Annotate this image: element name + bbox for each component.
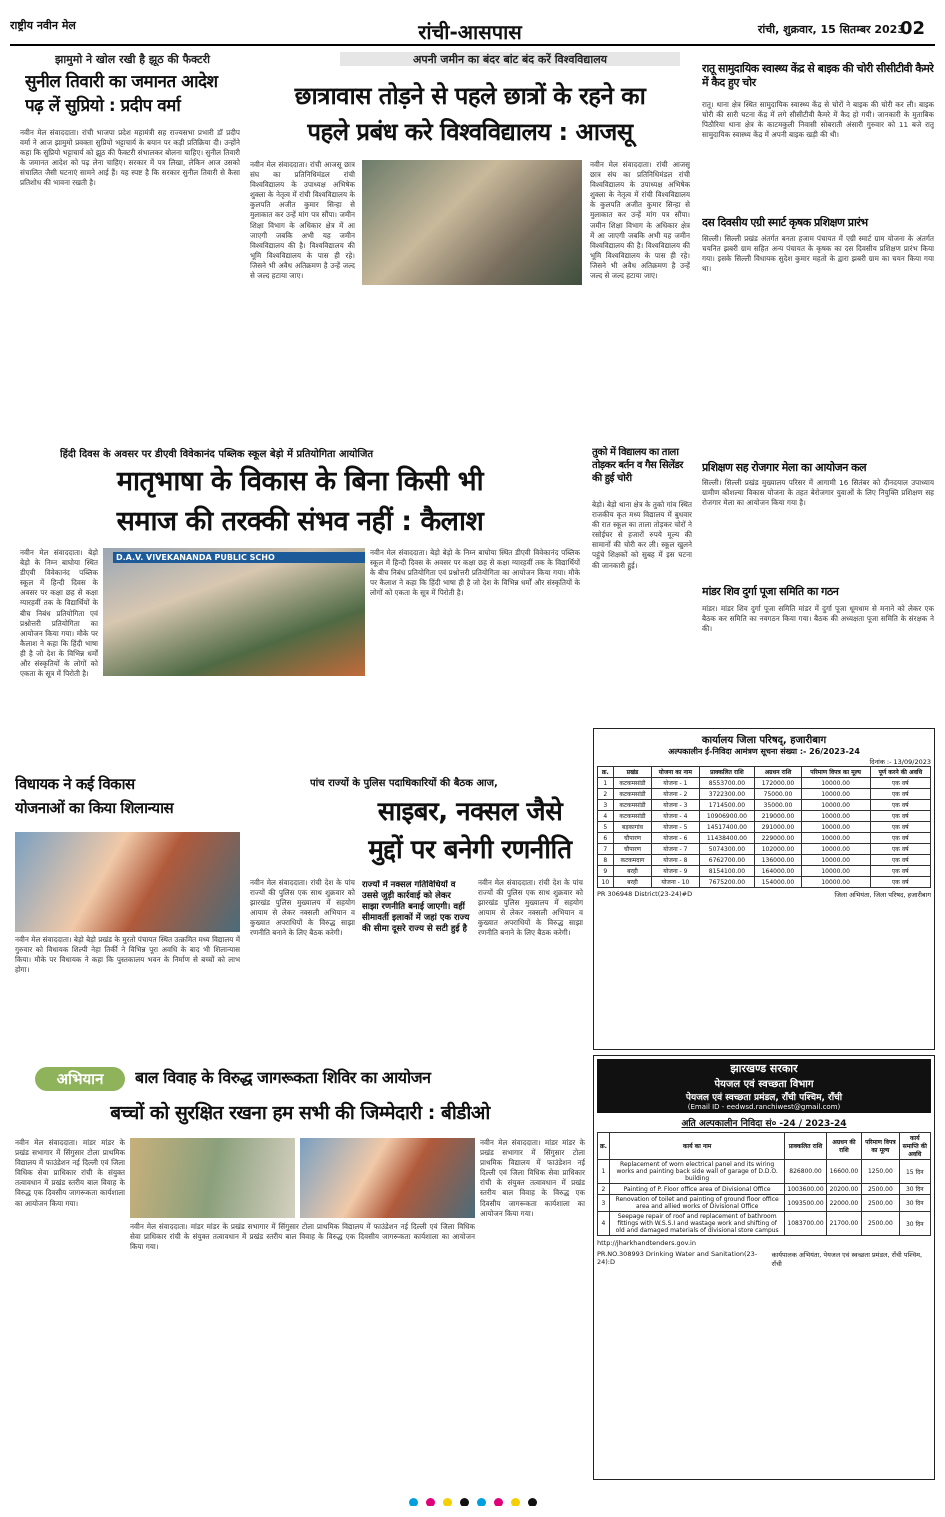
table-header-cell: प्राक्कलित राशि: [699, 767, 755, 778]
table-cell: 16600.00: [826, 1160, 862, 1184]
tag-center: अपनी जमीन का बंदर बांट बंद करें विश्वविद्यालय: [340, 52, 680, 66]
table-cell: 20200.00: [826, 1184, 862, 1195]
table-cell: योजना - 3: [652, 800, 699, 811]
story5-body: नवीन मेल संवाददाता। बेड़ो बेड़ो के निम्न बाघोया स्थित डीएवी विवेकानंद पब्लिक स्कूल में हिन्दी दिवस के अवसर पर कक्षा छह से कक्षा ग्यारहवीं तक के विद्यार्थियों के बीच निबंध प्रतियोगिता एवं प्रश्नोत्तरी प्रतियोगिता का आयोजन किया गया। मौके पर कैलाश ने कहा कि हिंदी भाषा ही है जो देश के विभिन्न धर्मों और संस्कृतियों के लोगों को एकता के सूत्र में पिरोती है।: [20, 548, 98, 679]
story2-headline-line2: पहले प्रबंध करे विश्वविद्यालय : आजसू: [307, 118, 633, 146]
table-cell: 3722300.00: [699, 789, 755, 800]
table-cell: योजना - 9: [652, 866, 699, 877]
story2-headline-line1: छात्रावास तोड़ने से पहले छात्रों के रहने का: [294, 82, 646, 110]
table-cell: 2: [598, 789, 614, 800]
table-cell: 2500.00: [862, 1195, 899, 1212]
table-cell: एक वर्ष: [870, 855, 930, 866]
table-cell: 172000.00: [755, 778, 801, 789]
table-cell: एक वर्ष: [870, 877, 930, 888]
table-cell: 10000.00: [801, 800, 870, 811]
table-cell: 6762700.00: [699, 855, 755, 866]
table-cell: बड़कागांव: [613, 822, 652, 833]
table-cell: कटकमदाग: [613, 855, 652, 866]
story4-body: सिल्ली। सिल्ली प्रखंड अंतर्गत बनता हजाम पंचायत में एग्री स्मार्ट ग्राम योजना के अंतर्गत चयनित झबरी ग्राम सहित अन्य पंचायत के कृषक का दस दिवसीय प्रशिक्षण प्रारंभ किया गया। इसके सिल्ली विधायक सुदेश कुमार महतो के द्वारा झबरी ग्राम का चयन किया गया था।: [702, 234, 934, 274]
table-cell: 30 दिन: [899, 1212, 930, 1236]
table-cell: 1: [598, 1160, 610, 1184]
registration-dot: [426, 1498, 435, 1506]
story6-body: बेड़ो। बेड़ो थाना क्षेत्र के तुको गांव स्थित राजकीय कृत मध्य विद्यालय में बुधवार की रात स्कूल का ताला तोड़कर चोरों ने रसोईघर से हजारों रुपये मूल्य की सामानों की चोरी कर ली। स्कूल खुलने पहुंचे शिक्षकों को सुबह में इस घटना की जानकारी हुई।: [592, 500, 692, 570]
table-header-cell: पूर्ण करने की अवधि: [870, 767, 930, 778]
story10-body: नवीन मेल संवाददाता। रांची देश के पांच राज्यों की पुलिस एक साथ शुक्रवार को झारखंड पुलिस मुख्यालय में सहयोग आयाम से लेकर नक्सली अभियान व कुख्यात अपराधियों के विरुद्ध साझा रणनीति बनाने के लिए बैठक करेगी।: [250, 878, 355, 938]
story6-headline: तुको में विद्यालय का ताला तोड़कर बर्तन व गैस सिलेंडर की हुई चोरी: [592, 447, 683, 484]
table-cell: 21700.00: [826, 1212, 862, 1236]
table-cell: Replacement of worn electrical panel and its wiring works and painting back side wall of garage of D.D.O. building: [609, 1160, 785, 1184]
section-title: रांची-आसपास: [418, 20, 522, 44]
table-cell: 11438400.00: [699, 833, 755, 844]
story9-body: नवीन मेल संवाददाता। बेड़ो बेड़ो प्रखंड के मुरतो पंचायत स्थित उत्क्रमित मध्य विद्यालय में गुरुवार को विधायक शिल्पी नेहा तिर्की ने विभिन्न पूरा अवधि के बाद भी शिलान्यास किया। मौके पर विधायक ने कहा कि पुस्तकालय भवन के निर्माण से बच्चों को लाभ होगा।: [15, 935, 240, 975]
table-cell: 10000.00: [801, 833, 870, 844]
table-cell: एक वर्ष: [870, 789, 930, 800]
table-row: [598, 811, 931, 822]
table-cell: एक वर्ष: [870, 811, 930, 822]
table-cell: 8154100.00: [699, 866, 755, 877]
table-cell: योजना - 1: [652, 778, 699, 789]
table-cell: 4: [598, 811, 614, 822]
table-cell: 35000.00: [755, 800, 801, 811]
table-header-cell: क्र.: [598, 767, 614, 778]
table-row: [598, 822, 931, 833]
table-cell: योजना - 7: [652, 844, 699, 855]
table-cell: योजना - 10: [652, 877, 699, 888]
tender-notice-ranchi-west: [593, 1055, 935, 1480]
table-row: [598, 877, 931, 888]
story11-headline-wrap: [135, 1065, 575, 1091]
ad2-title: अति अल्पकालीन निविदा सं० -24 / 2023-24: [681, 1119, 847, 1129]
registration-marks: [40, 1492, 905, 1506]
registration-dot: [494, 1498, 503, 1506]
story5-body-cont: नवीन मेल संवाददाता। बेड़ो बेड़ो के निम्न बाघोया स्थित डीएवी विवेकानंद पब्लिक स्कूल में हिन्दी दिवस के अवसर पर कक्षा छह से कक्षा ग्यारहवीं तक के विद्यार्थियों के बीच निबंध प्रतियोगिता एवं प्रश्नोत्तरी प्रतियोगिता का आयोजन किया गया। मौके पर कैलाश ने कहा कि हिंदी भाषा ही है जो देश के विभिन्न धर्मों और संस्कृतियों के लोगों को एकता के सूत्र में पिरोती है।: [370, 548, 580, 598]
table-header-cell: कार्य समाप्ति की अवधि: [899, 1133, 930, 1160]
table-cell: 219000.00: [755, 811, 801, 822]
story2-headline: [250, 78, 690, 158]
table-row: [598, 833, 931, 844]
table-row: [598, 789, 931, 800]
table-header-cell: परिमाण विपत्र का मूल्य: [862, 1133, 899, 1160]
ad2-email: (Email ID - eedwsd.ranchiwest@gmail.com): [687, 1103, 841, 1111]
story1-body: नवीन मेल संवाददाता। रांची भाजपा प्रदेश महामंत्री सह राज्यसभा प्रभारी डॉ प्रदीप वर्मा ने आज झामुमो प्रवक्ता सुप्रियो भट्टाचार्य के बयान पर कड़ी प्रतिक्रिया दी। उन्होंने कहा कि सुप्रियो भट्टाचार्य को झूठ की फैक्टरी संभालकर बोलना चाहिए। सुनील तिवारी के जमानत आदेश को पढ़ लेना चाहिए। सरकार में पत्र लिखा, लेकिन आज उसको संचालित जैसी घटनाएं सामने आई हैं। यह स्पष्ट है कि सरकार सुनील तिवारी से कैसा प्रतिशोध की भावना रखती है।: [20, 128, 240, 188]
page-number: 02: [899, 18, 926, 39]
ad2-website[interactable]: http://jharkhandtenders.gov.in: [597, 1239, 696, 1247]
table-cell: 102000.00: [755, 844, 801, 855]
story1-headline: [25, 70, 240, 122]
table-cell: एक वर्ष: [870, 800, 930, 811]
table-row: [598, 778, 931, 789]
story5-tag: हिंदी दिवस के अवसर पर डीएवी विवेकानंद पब्लिक स्कूल बेड़ो में प्रतियोगिता आयोजित: [60, 449, 374, 460]
registration-dot: [528, 1498, 537, 1506]
table-cell: योजना - 5: [652, 822, 699, 833]
story8-headline: मांडर शिव दुर्गा पूजा समिति का गठन: [702, 585, 839, 598]
table-cell: एक वर्ष: [870, 833, 930, 844]
story10-headline-line1: साइबर, नक्सल जैसे: [377, 797, 563, 827]
table-cell: 2: [598, 1184, 610, 1195]
story11-body: नवीन मेल संवाददाता। मांडर मांडर के प्रखंड सभागार में सिंगुसार टोला प्राथमिक विद्यालय में फाउंडेशन नई दिल्ली एवं जिला विधिक सेवा प्राधिकार रांची के संयुक्त तत्वावधान में प्रखंड स्तरीय बाल विवाह के विरुद्ध एक दिवसीय जागरूकता कार्यशाला का आयोजन किया गया।: [15, 1138, 125, 1208]
story1-headline-line2: पढ़ लें सुप्रियो : प्रदीप वर्मा: [25, 96, 181, 116]
table-header-cell: अग्रधन राशि: [755, 767, 801, 778]
story7-headline-wrap: [702, 460, 934, 476]
table-cell: एक वर्ष: [870, 866, 930, 877]
table-cell: योजना - 4: [652, 811, 699, 822]
registration-dot: [460, 1498, 469, 1506]
table-cell: 10000.00: [801, 811, 870, 822]
paper-name: राष्ट्रीय नवीन मेल: [10, 19, 76, 32]
registration-dot: [511, 1498, 520, 1506]
table-cell: कटकमसांडी: [613, 778, 652, 789]
table-cell: 1003600.00: [785, 1184, 826, 1195]
ad1-office: कार्यालय जिला परिषद्, हजारीबाग: [701, 735, 827, 746]
story10-tag: पांच राज्यों के पुलिस पदाधिकारियों की बैठक आज,: [310, 778, 498, 789]
table-cell: 10000.00: [801, 855, 870, 866]
ad1-footer-left: PR 306948 District(23-24)#D: [597, 890, 693, 898]
story2-photo: [362, 160, 582, 285]
table-header-cell: क्र.: [598, 1133, 610, 1160]
table-cell: 4: [598, 1212, 610, 1236]
table-cell: 826800.00: [785, 1160, 826, 1184]
table-cell: 10906900.00: [699, 811, 755, 822]
table-cell: 164000.00: [755, 866, 801, 877]
table-cell: Painting of P. Floor office area of Divisional Office: [609, 1184, 785, 1195]
table-cell: 154000.00: [755, 877, 801, 888]
table-row: [598, 1160, 931, 1184]
table-row: [598, 1195, 931, 1212]
story11-body-cont2: नवीन मेल संवाददाता। मांडर मांडर के प्रखंड सभागार में सिंगुसार टोला प्राथमिक विद्यालय में फाउंडेशन नई दिल्ली एवं जिला विधिक सेवा प्राधिकार रांची के संयुक्त तत्वावधान में प्रखंड स्तरीय बाल विवाह के विरुद्ध एक दिवसीय जागरूकता कार्यशाला का आयोजन किया गया।: [480, 1138, 585, 1218]
story5-photo: [103, 548, 365, 676]
table-cell: कटकमसांडी: [613, 800, 652, 811]
abhiyan-tag: अभियान: [35, 1067, 125, 1091]
table-header-cell: अग्रधन की राशि: [826, 1133, 862, 1160]
table-cell: 8: [598, 855, 614, 866]
table-cell: 10000.00: [801, 844, 870, 855]
story3-body: रातू। थाना क्षेत्र स्थित सामुदायिक स्वास्थ्य केंद्र से चोरों ने बाइक की चोरी कर ली। बाइक चोरी की सारी घटना केंद्र में लगे सीसीटीवी कैमरे में कैद हो गयी। जानकारी के मुताबिक पिठौरिया थाना क्षेत्र के काटमकुली निवासी सोबराती अंसारी गुरुवार को 11 बजे रातू सामुदायिक स्वास्थ्य केंद्र में अपनी बाइक खड़ी की थी।: [702, 100, 934, 140]
dateline: रांची, शुक्रवार, 15 सितम्बर 2023: [757, 23, 905, 36]
story11-subheadline-wrap: [15, 1095, 585, 1131]
ad2-dept: पेयजल एवं स्वच्छता विभाग: [714, 1079, 814, 1090]
story10-headline-line2: मुद्दों पर बनेगी रणनीति: [368, 835, 572, 865]
registration-dot: [477, 1498, 486, 1506]
story11-body-cont: नवीन मेल संवाददाता। मांडर मांडर के प्रखंड सभागार में सिंगुसार टोला प्राथमिक विद्यालय में फाउंडेशन नई दिल्ली एवं जिला विधिक सेवा प्राधिकार रांची के संयुक्त तत्वावधान में प्रखंड स्तरीय बाल विवाह के विरुद्ध एक दिवसीय जागरूकता कार्यशाला का आयोजन किया गया।: [130, 1222, 475, 1252]
story4-headline-wrap: [702, 215, 934, 231]
table-cell: 30 दिन: [899, 1184, 930, 1195]
ad2-header: [597, 1059, 931, 1113]
story10-callout: राज्यों में नक्सल गतिविधियों व उससे जुड़ी कार्रवाई को लेकर साझा रणनीति बनाई जाएगी। वहीं सीमावर्ती इलाकों में जहां एक राज्य की सीमा दूसरे राज्य से सटी हुई है: [362, 880, 470, 934]
ad2-division: पेयजल एवं स्वच्छता प्रमंडल, राँची पश्चिम, राँची: [685, 1093, 843, 1103]
story11-subheadline: बच्चों को सुरक्षित रखना हम सभी की जिम्मेदारी : बीडीओ: [110, 1102, 490, 1124]
table-cell: 5: [598, 822, 614, 833]
table-cell: 10000.00: [801, 778, 870, 789]
story8-headline-wrap: [702, 584, 934, 600]
story4-headline: दस दिवसीय एग्री स्मार्ट कृषक प्रशिक्षण प्रारंभ: [702, 216, 868, 229]
table-cell: 10000.00: [801, 866, 870, 877]
ad1-title: अल्पकालीन ई-निविदा आमंत्रण सूचना संख्या :- 26/2023-24: [668, 747, 860, 756]
table-cell: 15 दिन: [899, 1160, 930, 1184]
story1-headline-line1: सुनील तिवारी का जमानत आदेश: [25, 72, 218, 92]
table-cell: 7: [598, 844, 614, 855]
table-row: [598, 855, 931, 866]
story3-headline: रातू सामुदायिक स्वास्थ्य केंद्र से बाइक की चोरी सीसीटीवी कैमरे में कैद हुए चोर: [702, 62, 934, 89]
table-cell: एक वर्ष: [870, 778, 930, 789]
table-cell: योजना - 2: [652, 789, 699, 800]
table-cell: 7675200.00: [699, 877, 755, 888]
table-cell: 3: [598, 800, 614, 811]
table-row: [598, 1184, 931, 1195]
story2-body: नवीन मेल संवाददाता। रांची आजसू छात्र संघ का प्रतिनिधिमंडल रांची विश्वविद्यालय के उपाध्यक्ष अभिषेक शुक्ला के नेतृत्व में रांची विश्वविद्यालय के कुलपति अजीत कुमार सिन्हा से मुलाकात कर उन्हें मांग पत्र सौंपा। जमीन शिक्षा विभाग के अधिकार क्षेत्र में आ जाएगी जबकि अभी यह जमीन विश्वविद्यालय की है। विश्वविद्यालय की भूमि विश्वविद्यालय के पास ही रहे। जिसने भी अवैध अतिक्रमण है उन्हें जल्द से जल्द हटाया जाए।: [250, 160, 355, 281]
story5-headline-line2: समाज की तरक्की संभव नहीं : कैलाश: [116, 506, 484, 537]
table-header-cell: कार्य का नाम: [609, 1133, 785, 1160]
registration-dot: [409, 1498, 418, 1506]
table-cell: 10: [598, 877, 614, 888]
story5-headline-line1: मातृभाषा के विकास के बिना किसी भी: [116, 466, 484, 497]
table-cell: 2500.00: [862, 1184, 899, 1195]
table-cell: 10000.00: [801, 877, 870, 888]
story11-photo-2: [300, 1138, 475, 1218]
table-cell: 5074300.00: [699, 844, 755, 855]
table-cell: 10000.00: [801, 789, 870, 800]
table-header-cell: प्रखंड: [613, 767, 652, 778]
table-cell: बरही: [613, 877, 652, 888]
table-cell: कटकमसांडी: [613, 811, 652, 822]
table-cell: 30 दिन: [899, 1195, 930, 1212]
masthead-rule: [10, 44, 935, 46]
tag-left: झामुमो ने खोल रखी है झूठ की फैक्टरी: [55, 53, 210, 66]
ad2-gov: झारखण्ड सरकार: [730, 1062, 798, 1075]
story2-body-cont: नवीन मेल संवाददाता। रांची आजसू छात्र संघ का प्रतिनिधिमंडल रांची विश्वविद्यालय के उपाध्यक्ष अभिषेक शुक्ला के नेतृत्व में रांची विश्वविद्यालय के कुलपति अजीत कुमार सिन्हा से मुलाकात कर उन्हें मांग पत्र सौंपा। जमीन शिक्षा विभाग के अधिकार क्षेत्र में आ जाएगी जबकि अभी यह जमीन विश्वविद्यालय की है। विश्वविद्यालय की भूमि विश्वविद्यालय के पास ही रहे। जिसने भी अवैध अतिक्रमण है उन्हें जल्द से जल्द हटाया जाए।: [590, 160, 690, 281]
story9-headline: [15, 772, 245, 826]
table-header-cell: परिमाण विपत्र का मूल्य: [801, 767, 870, 778]
story9-headline-line2: योजनाओं का किया शिलान्यास: [15, 799, 174, 817]
story10-body-cont: नवीन मेल संवाददाता। रांची देश के पांच राज्यों की पुलिस एक साथ शुक्रवार को झारखंड पुलिस मुख्यालय में सहयोग आयाम से लेकर नक्सली अभियान व कुख्यात अपराधियों के विरुद्ध साझा रणनीति बनाने के लिए बैठक करेगी।: [478, 878, 583, 938]
table-cell: एक वर्ष: [870, 822, 930, 833]
table-header-cell: प्राक्कलित राशि: [785, 1133, 826, 1160]
table-cell: 3: [598, 1195, 610, 1212]
table-cell: 22000.00: [826, 1195, 862, 1212]
story7-body: सिल्ली। सिल्ली प्रखंड मुख्यालय परिसर में आगामी 16 सितंबर को दीनदयाल उपाध्याय ग्रामीण कौशल्या विकास योजना के तहत बेरोजगार युवाओं के लिए नियुक्ति प्रशिक्षण सह रोजगार मेला का आयोजन किया गया है।: [702, 478, 934, 508]
story7-headline: प्रशिक्षण सह रोजगार मेला का आयोजन कल: [702, 461, 867, 474]
story6-headline-wrap: [592, 446, 692, 496]
table-cell: Seepage repair of roof and replacement of bathroom fittings with W.S.S.I and wastage work and shifting of old and damaged materials of divisional store campus: [609, 1212, 785, 1236]
table-cell: योजना - 8: [652, 855, 699, 866]
table-cell: चौपारण: [613, 833, 652, 844]
table-cell: 229000.00: [755, 833, 801, 844]
table-cell: कटकमसांडी: [613, 789, 652, 800]
table-cell: 75000.00: [755, 789, 801, 800]
table-cell: 2500.00: [862, 1212, 899, 1236]
registration-dot: [443, 1498, 452, 1506]
story3-headline-wrap: [702, 62, 934, 98]
tender-notice-hazaribagh: [593, 728, 935, 1050]
table-cell: 9: [598, 866, 614, 877]
table-cell: चौपारण: [613, 844, 652, 855]
table-row: [598, 1212, 931, 1236]
ad1-date: दिनांक :- 13/09/2023: [869, 758, 931, 766]
story8-body: मांडर। मांडर शिव दुर्गा पूजा समिति मांडर में दुर्गा पूजा धूमधाम से मनाने को लेकर एक बैठक कर समिति का नवगठन किया गया। बैठक की अध्यक्षता पूजा समिति के संरक्षक ने की।: [702, 604, 934, 634]
table-cell: Renovation of toilet and painting of ground floor office area and allied works of Divisional Office: [609, 1195, 785, 1212]
story11-photo-1: [130, 1138, 295, 1218]
table-row: [598, 866, 931, 877]
table-cell: 8553700.00: [699, 778, 755, 789]
table-cell: 1714500.00: [699, 800, 755, 811]
table-cell: 1093500.00: [785, 1195, 826, 1212]
story9-headline-line1: विधायक ने कई विकास: [15, 775, 135, 793]
story5-headline: [20, 462, 580, 542]
ad2-footer-right: कार्यपालक अभियंता, पेयजल एवं स्वच्छता प्रमंडल, राँची पश्चिम, राँची: [771, 1251, 923, 1268]
table-cell: 136000.00: [755, 855, 801, 866]
school-banner: D.A.V. VIVEKANANDA PUBLIC SCHO: [113, 552, 365, 563]
story9-photo: [15, 832, 240, 932]
ad1-footer-right: जिला अभियंता, जिला परिषद, हजारीबाग: [834, 891, 931, 899]
table-cell: 1: [598, 778, 614, 789]
table-row: [598, 800, 931, 811]
table-cell: एक वर्ष: [870, 844, 930, 855]
table-header-cell: योजना का नाम: [652, 767, 699, 778]
table-cell: 10000.00: [801, 822, 870, 833]
table-cell: 1083700.00: [785, 1212, 826, 1236]
table-cell: योजना - 6: [652, 833, 699, 844]
table-cell: 291000.00: [755, 822, 801, 833]
table-cell: 1250.00: [862, 1160, 899, 1184]
ad2-footer-left: PR.NO.308993 Drinking Water and Sanitation(23-24):D: [597, 1250, 758, 1266]
ad2-table: [597, 1132, 931, 1236]
table-cell: 14517400.00: [699, 822, 755, 833]
story11-headline: बाल विवाह के विरुद्ध जागरूकता शिविर का आयोजन: [135, 1068, 431, 1087]
table-cell: बरही: [613, 866, 652, 877]
table-cell: 6: [598, 833, 614, 844]
ad1-table: [597, 766, 931, 888]
table-row: [598, 844, 931, 855]
